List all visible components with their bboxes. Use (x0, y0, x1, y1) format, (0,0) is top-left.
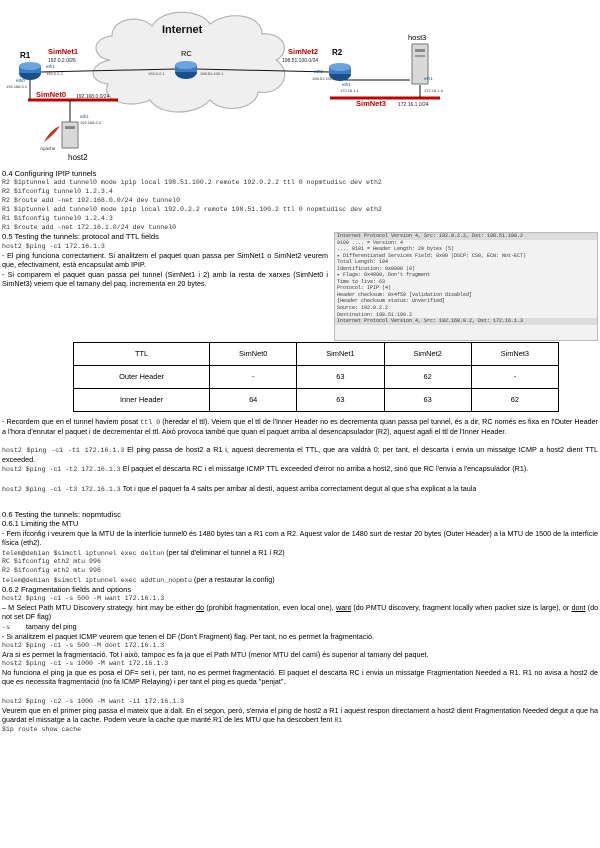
paragraph (2, 485, 598, 495)
packet-line: Destination: 198.51.100.2 (337, 311, 413, 318)
table-cell: Inner Header (74, 389, 210, 412)
simnet1-label: SimNet1 (48, 47, 79, 56)
inline-code: R1 (334, 716, 343, 724)
man-page-excerpt (2, 623, 598, 633)
r1-eth0-ip: 192.168.0.1 (6, 84, 28, 89)
table-header: TTL (74, 343, 210, 366)
code-line: $ip route show cache (2, 726, 82, 733)
code-line: R1 $route add -net 172.16.1.0/24 dev tunnel0 (2, 224, 177, 231)
packet-line: Time to live: 63 (337, 278, 386, 285)
inline-code: -s (2, 624, 10, 631)
apache-label: Apache (40, 146, 56, 151)
text-span: (prohibit fragmentation, even local one), (206, 603, 334, 612)
r1-label: R1 (20, 51, 31, 60)
r2-eth2-label: eth2 (314, 69, 323, 74)
inline-code: host2 $ping -c1 -t3 172.16.1.3 (2, 486, 121, 493)
r1-eth0-label: eth0 (16, 78, 25, 83)
table-header: SimNet1 (297, 343, 384, 366)
packet-line: Total Length: 104 (337, 259, 389, 266)
host3-eth1-label: eth1 (424, 76, 433, 81)
note: (per tal d'eliminar el tunnel a R1 i R2) (166, 549, 285, 557)
paragraph (2, 465, 598, 475)
host2-eth1-label: eth1 (80, 114, 89, 119)
rc-right-ip: 198.51.100.1 (200, 71, 224, 76)
option-keyword: want (335, 603, 352, 612)
table-row (74, 366, 559, 389)
paragraph (2, 418, 598, 436)
table-row (74, 389, 559, 412)
simnet1-net: 192.0.2.0/26 (48, 58, 76, 64)
code-line: R2 $iptunnel add tunnel0 mode ipip local 198.51.100.2 remote 192.0.2.2 ttl 0 nopmtudisc dev eth2 (2, 179, 382, 186)
text-span: (heredar el ttl). Veiem que el ttl de l'Inner Header no es decrementa quan passa pel tunnel, és a dir, RC només es fixa en l'Outer Header a l'hora d'enrutar el paquet i de decrementar el ttl. Això provoca també que quan el paquet arriba al desencapsulador (R2), aquest agafi el ttl de l'Inner Header. (2, 417, 598, 436)
host2-computer-icon (62, 122, 78, 148)
inline-code: host2 $ping -c1 -t1 172.16.1.3 (2, 447, 125, 454)
packet-line: Header checksum: 0x4f50 [validation disabled] (337, 291, 473, 298)
packet-line: Protocol: IPIP (4) (337, 285, 392, 292)
packet-line: .... 0101 = Header Length: 20 bytes (5) (337, 246, 455, 253)
apache-feather-icon (44, 126, 60, 142)
table-cell: 62 (384, 366, 471, 389)
table-cell: 63 (384, 389, 471, 412)
internet-label: Internet (162, 24, 203, 36)
host3-ip: 172.16.1.3 (424, 88, 443, 93)
text-span: Tot i que el paquet fa 4 salts per arribar al destí, aquest arriba correctament degut al que s'ha explicat a la taula (122, 485, 477, 493)
text-span: tamany del ping (25, 623, 77, 631)
code-line: R2 $ifconfig tunnel0 1.2.3.4 (2, 188, 113, 195)
paragraph: - Fem ifconfig i veurem que la MTU de la interfície tunnel0 és 1480 bytes tan a R1 com a R2. Aquest valor de 1480 surt de restar 20 bytes (Outer Header) a la MTU de 1500 de la interfície física (eth2). (2, 529, 598, 547)
option-keyword: dont (571, 603, 586, 612)
table-header: SimNet0 (210, 343, 297, 366)
packet-line: ▸ Differentiated Services Field: 0x00 (DSCP: CS0, ECN: Not-ECT) (337, 252, 527, 259)
code-line: R2 $route add -net 192.168.0.0/24 dev tunnel0 (2, 197, 181, 204)
table-cell: 62 (471, 389, 558, 412)
inline-code: telem@debian $simctl iptunnel exec addtun_nopmtu (2, 577, 192, 584)
simnet2-label: SimNet2 (288, 47, 319, 56)
host3-label: host3 (408, 33, 427, 42)
simnet3-net: 172.16.1.0/24 (398, 102, 429, 108)
wireshark-packet-detail (334, 232, 598, 341)
table-header: SimNet2 (384, 343, 471, 366)
subsection-0-6-2-title: 0.6.2 Fragmentation fields and options (2, 586, 132, 594)
paragraph: - El ping funciona correctament. Si analitzem el paquet quan passa per SimNet1 o SimNet2 veurem que, efectivament, està encapsulat amb IPIP. (2, 251, 328, 269)
r2-label: R2 (332, 48, 343, 57)
inline-code: host2 $ping -c1 -t2 172.16.1.3 (2, 466, 121, 473)
subsection-0-6-1-title: 0.6.1 Limiting the MTU (2, 520, 79, 528)
inline-code: telem@debian $simctl iptunnel exec deltun (2, 550, 165, 557)
table-cell: 63 (297, 366, 384, 389)
router-rc-icon (175, 61, 197, 79)
note: (per a restaurar la config) (193, 576, 275, 584)
packet-line: ▸ Flags: 0x4000, Don't fragment (337, 272, 431, 279)
paragraph: - Si comparem el paquet quan passa pel tunnel (SimNet1 i 2) amb la resta de xarxes (SimNet0 i SimNet3) veiem que el tamany del paq. incrementa en 20 bytes. (2, 270, 328, 288)
text-span: Veurem que en el primer ping passa el mateix que a dalt. En el segon, però, s'envia el ping de host2 a R1 i aquest respon directament a host2 dient Fragmentation Needed degut a que ha guardat el missatge a la cache. Podem veure la cache que manté R1 de les MTU que ha descobert fent (2, 706, 598, 724)
host2-label: host2 (68, 153, 88, 162)
simnet0-label: SimNet0 (36, 90, 67, 99)
code-line: R2 $ifconfig eth2 mtu 996 (2, 567, 101, 574)
rc-left-ip: 192.0.2.1 (148, 71, 165, 76)
packet-line: Source: 192.0.2.2 (337, 305, 389, 312)
packet-line: Internet Protocol Version 4, Src: 192.168.0.2, Dst: 172.16.1.3 (335, 318, 597, 325)
table-cell: 63 (297, 389, 384, 412)
code-line: host2 $ping -c1 -s 500 -M want 172.16.1.3 (2, 595, 165, 602)
host2-ip: 192.168.0.2 (80, 120, 102, 125)
paragraph: No funciona el ping ja que es posa el DF= set i, per tant, no es permet fragmentació. El paquet el descarta RC i envia un missatge Fragmentation Needed a R1. R1 no avisa a host2 de que es necessita fragmentació (no fa ICMP Relaying) i per tant el ping es queda "penjat". (2, 668, 598, 686)
table-cell: - (471, 366, 558, 389)
code-line: host2 $ping -c1 172.16.1.3 (2, 243, 105, 250)
r2-eth1-ip: 172.16.1.1 (340, 88, 359, 93)
table-cell: Outer Header (74, 366, 210, 389)
text-span: - Recordem que en el tunnel haviem posat (2, 417, 139, 426)
packet-line: [Header checksum status: Unverified] (337, 298, 446, 305)
text-span: El paquet el descarta RC i el missatge ICMP TTL exceeded d'error no arriba a host2, sinó que RC l'envia a l'encapsulador (R1). (122, 464, 529, 473)
packet-line: Identification: 0x0000 (0) (337, 265, 416, 272)
simnet2-net: 198.51.100.0/24 (282, 58, 319, 64)
table-cell: 64 (210, 389, 297, 412)
table-cell: - (210, 366, 297, 389)
simnet3-label: SimNet3 (356, 99, 387, 108)
packet-line: 0100 .... = Version: 4 (337, 239, 404, 246)
text-span: El ping passa de host2 a R1 i, aquest decrementa el TTL, que ara valdrà 0; per tant, el descarta i envia un missatge ICMP a host2 dient TTL exceeded. (2, 445, 598, 464)
code-with-note (2, 576, 598, 586)
code-line: RC $ifconfig eth2 mtu 996 (2, 558, 101, 565)
section-0-4-title: 0.4 Configuring IPIP tunnels (2, 170, 97, 178)
r1-eth1-label: eth1 (46, 64, 55, 69)
code-line: R1 $ifconfig tunnel0 1.2.4.3 (2, 215, 113, 222)
ttl-table (73, 342, 559, 412)
simnet0-net: 192.168.0.0/24 (76, 94, 110, 100)
paragraph: Ara si es permet la fragmentació. Tot i això, tampoc es fa ja que el Path MTU (menor MTU del camí) és superior al tamany del paquet. (2, 651, 429, 659)
r2-eth2-ip: 198.51.100.2 (312, 76, 336, 81)
table-header-row (74, 343, 559, 366)
rc-label: RC (181, 49, 192, 58)
code-line: R1 $iptunnel add tunnel0 mode ipip local 192.0.2.2 remote 198.51.100.2 ttl 0 nopmtudisc dev eth2 (2, 206, 382, 213)
text-span: (do not set DF flag) (2, 603, 599, 621)
code-line: host2 $ping -c1 -s 1000 -M want 172.16.1.3 (2, 660, 169, 667)
text-span: (do PMTU discovery, fragment locally when packet size is large), or (353, 603, 570, 612)
table-header: SimNet3 (471, 343, 558, 366)
section-0-5-title: 0.5 Testing the tunnels: protocol and TTL fields (2, 233, 159, 241)
r1-eth2-ip: 192.0.2.2 (46, 71, 63, 76)
option-keyword: do (196, 603, 205, 612)
code-line: host2 $ping -c1 -s 500 -M dont 172.16.1.3 (2, 642, 165, 649)
packet-line: Internet Protocol Version 4, Src: 192.0.2.2, Dst: 198.51.100.2 (335, 233, 597, 240)
paragraph: - Si analitzem el paquet ICMP veurem que tenen el DF (Don't Fragment) flag. Per tant, no es permet la fragmentació. (2, 633, 374, 641)
paragraph (2, 446, 598, 464)
code-line: host2 $ping -c2 -s 1000 -M want -i1 172.16.1.3 (2, 698, 185, 705)
r2-eth1-label: eth1 (342, 82, 351, 87)
man-page-excerpt (2, 604, 598, 621)
inline-code: ttl 0 (140, 419, 161, 426)
section-0-6-title: 0.6 Testing the tunnels: nopmtudisc (2, 511, 121, 519)
text-span: – M Select Path MTU Discovery strategy. hint may be either (2, 603, 194, 612)
network-diagram (0, 0, 600, 168)
paragraph (2, 707, 598, 725)
